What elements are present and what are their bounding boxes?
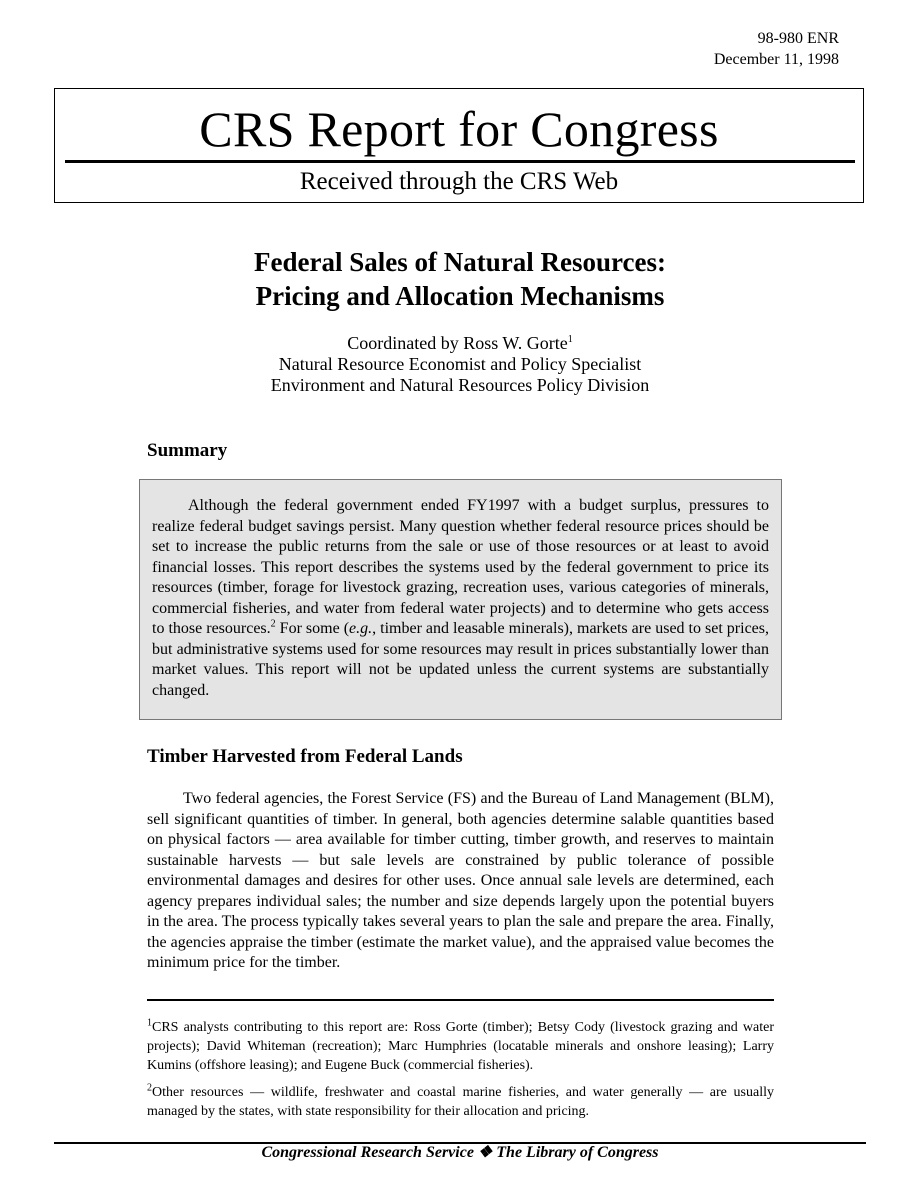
document-title: [0, 245, 920, 313]
banner-title: CRS Report for Congress: [199, 101, 719, 157]
summary-box: [139, 479, 782, 720]
footnote-divider: [147, 999, 774, 1001]
summary-text-part-2: For some (: [275, 620, 350, 637]
footnotes: [147, 1018, 774, 1129]
author-division: Environment and Natural Resources Policy Division: [270, 375, 650, 395]
footnote-1: [147, 1018, 774, 1075]
banner-divider: [65, 160, 855, 163]
footnote-2-text: Other resources — wildlife, freshwater and coastal marine fisheries, and water generally — are usually managed by the states, with state responsibility for their allocation and pricing.: [147, 1085, 774, 1119]
footnote-1-text: CRS analysts contributing to this report are: Ross Gorte (timber); Betsy Cody (livestock grazing and water projects); David Whiteman (recreation); Marc Humphries (locatable minerals and onshore leasing); Larry Kumins (offshore leasing); and Eugene Buck (commercial fisheries).: [147, 1020, 774, 1073]
report-identifier: [714, 28, 839, 70]
footnote-marker-1: 1: [567, 334, 573, 345]
footer-text: Congressional Research Service ❖ The Library of Congress: [261, 1144, 659, 1161]
crs-banner: [54, 88, 864, 203]
footnote-2-mark: 2: [147, 1082, 152, 1094]
summary-text-part-3: , timber and leasable minerals), markets are used to set prices, but administrative systems used for some resources may result in prices substantially lower than market values. This report will not be updated unless the current systems are substantially changed.: [152, 620, 769, 699]
timber-section-heading: Timber Harvested from Federal Lands: [147, 746, 463, 767]
author-block: [0, 333, 920, 396]
title-line-1: Federal Sales of Natural Resources:: [254, 247, 666, 277]
summary-emphasis: e.g.: [349, 620, 373, 637]
report-number: 98-980 ENR: [757, 30, 839, 47]
summary-heading: Summary: [147, 440, 228, 461]
timber-paragraph: Two federal agencies, the Forest Service (FS) and the Bureau of Land Management (BLM), sell significant quantities of timber. In general, both agencies determine salable quantities based on physical factors — area available for timber cutting, timber growth, and reserves to maintain sustainable harvests — but sale levels are constrained by public tolerance of possible environmental damages and desires for other uses. Once annual sale levels are determined, each agency prepares individual sales; the number and size depends largely upon the potential buyers in the area. The process typically takes several years to plan the sale and prepare the area. Finally, the agencies appraise the timber (estimate the market value), and the appraised value becomes the minimum price for the timber.: [147, 790, 774, 971]
author-name: Coordinated by Ross W. Gorte: [347, 333, 568, 353]
report-date: December 11, 1998: [713, 51, 839, 68]
footnote-1-mark: 1: [147, 1017, 152, 1029]
summary-text: [152, 496, 769, 701]
footnote-marker-2: 2: [270, 618, 276, 630]
author-line: [0, 333, 920, 354]
footnote-2: [147, 1083, 774, 1121]
summary-text-part-1: Although the federal government ended FY1997 with a budget surplus, pressures to realize federal budget savings persist. Many question whether federal resource prices should be set to increase the public returns from the sale or use of those resources or at least to avoid financial losses. This report describes the systems used by the federal government to price its resources (timber, forage for livestock grazing, recreation uses, various categories of minerals, commercial fisheries, and water from federal water projects) and to determine who gets access to those resources.: [152, 497, 769, 637]
title-line-2: Pricing and Allocation Mechanisms: [255, 281, 665, 311]
author-title: Natural Resource Economist and Policy Specialist: [278, 354, 642, 374]
banner-subtitle: Received through the CRS Web: [299, 168, 619, 195]
